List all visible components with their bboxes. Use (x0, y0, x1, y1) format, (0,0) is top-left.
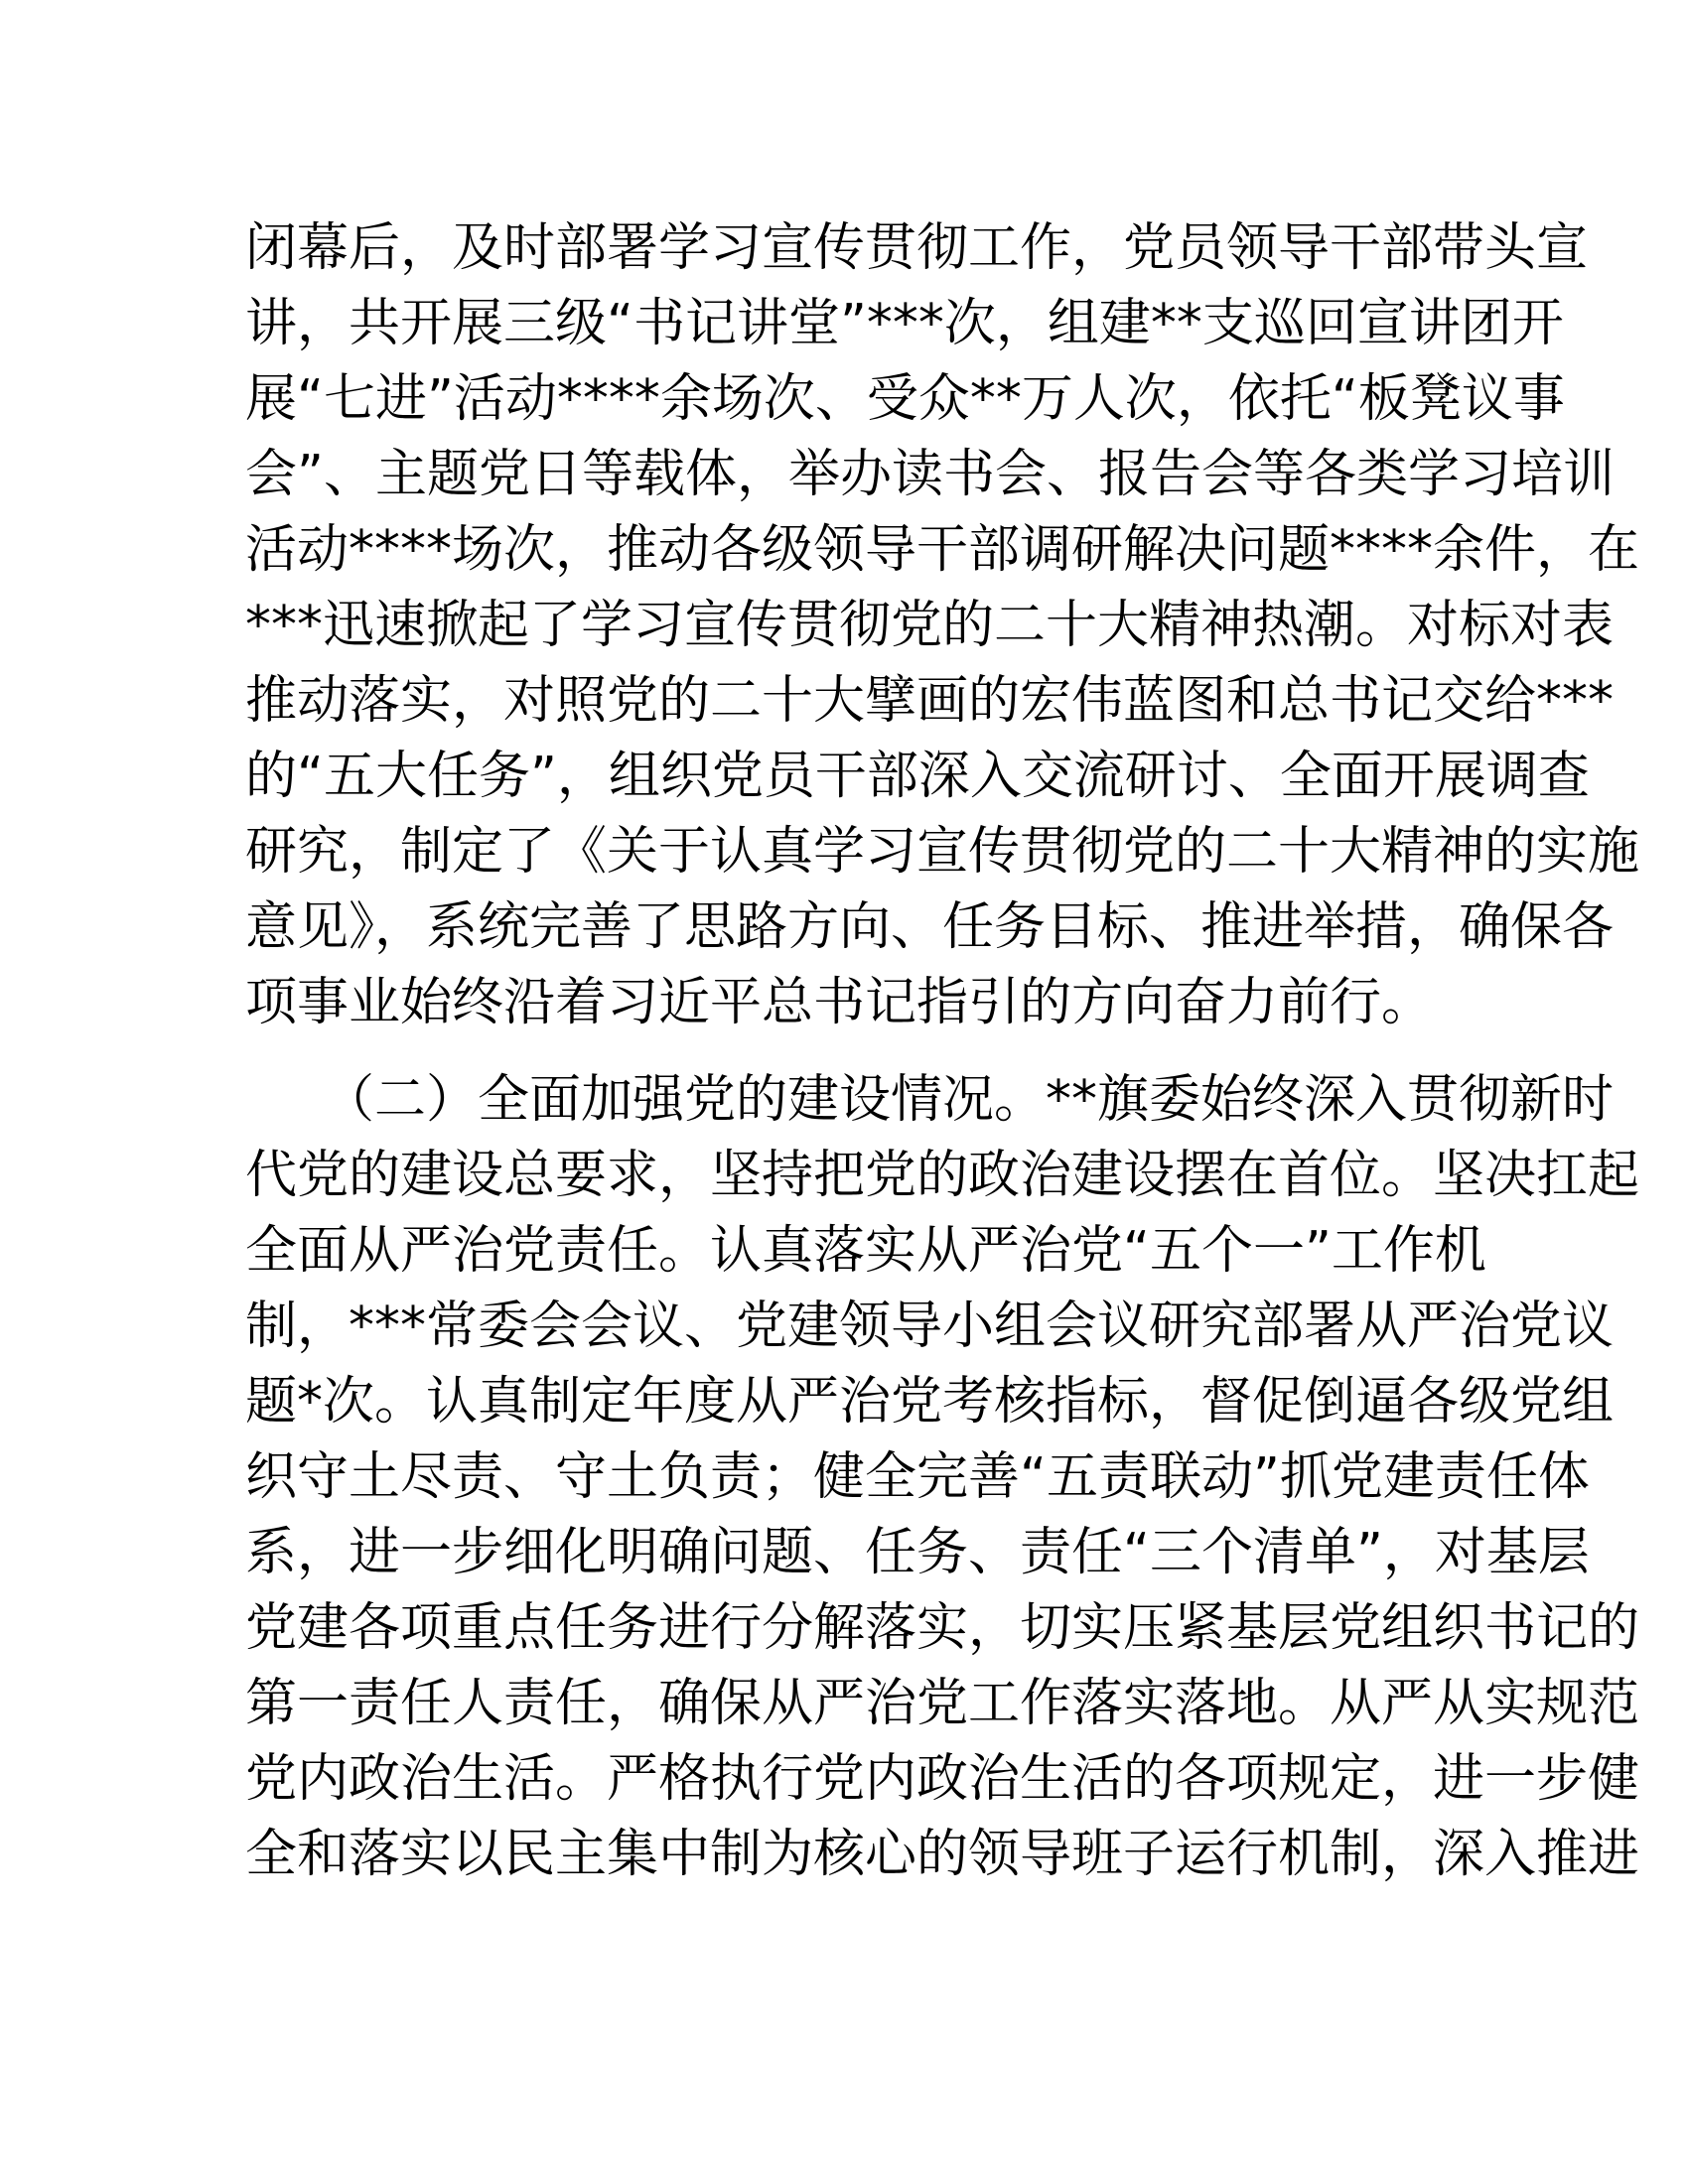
text-line: 会”、主题党日等载体，举办读书会、报告会等各类学习培训 (245, 445, 1615, 504)
text-line: 织守土尽责、守土负责；健全完善“五责联动”抓党建责任体 (245, 1447, 1590, 1507)
text-line: 党内政治生活。严格执行党内政治生活的各项规定，进一步健 (245, 1749, 1640, 1809)
text-line: ***迅速掀起了学习宣传贯彻党的二十大精神热潮。对标对表 (245, 596, 1615, 655)
text-line: 第一责任人责任，确保从严治党工作落实落地。从严从实规范 (245, 1674, 1640, 1733)
text-line: 全和落实以民主集中制为核心的领导班子运行机制，深入推进 (245, 1825, 1640, 1884)
paragraph-study-implementation (245, 210, 1640, 1040)
text-line: 展“七进”活动****余场次、受众**万人次，依托“板凳议事 (245, 369, 1565, 429)
text-line: 项事业始终沿着习近平总书记指引的方向奋力前行。 (245, 973, 1434, 1032)
paragraph-party-building (245, 1062, 1640, 1892)
text-line: 党建各项重点任务进行分解落实，切实压紧基层党组织书记的 (245, 1598, 1640, 1658)
text-line: 系，进一步细化明确问题、任务、责任“三个清单”，对基层 (245, 1523, 1590, 1582)
text-line: 代党的建设总要求，坚持把党的政治建设摆在首位。坚决扛起 (245, 1146, 1640, 1205)
text-line: 制，***常委会会议、党建领导小组会议研究部署从严治党议 (245, 1297, 1615, 1356)
text-line: 研究，制定了《关于认真学习宣传贯彻党的二十大精神的实施 (245, 822, 1640, 882)
text-line: 推动落实，对照党的二十大擘画的宏伟蓝图和总书记交给*** (245, 671, 1615, 731)
text-line: 闭幕后，及时部署学习宣传贯彻工作，党员领导干部带头宣 (245, 218, 1589, 278)
text-line: 的“五大任务”，组织党员干部深入交流研讨、全面开展调查 (245, 747, 1590, 806)
text-line: 活动****场次，推动各级领导干部调研解决问题****余件，在 (245, 520, 1640, 580)
text-line: 意见》，系统完善了思路方向、任务目标、推进举措，确保各 (245, 897, 1615, 957)
text-line: 题*次。认真制定年度从严治党考核指标，督促倒逼各级党组 (245, 1372, 1615, 1432)
text-line: （二）全面加强党的建设情况。**旗委始终深入贯彻新时 (245, 1070, 1615, 1130)
text-line: 讲，共开展三级“书记讲堂”***次，组建**支巡回宣讲团开 (245, 294, 1564, 353)
text-line: 全面从严治党责任。认真落实从严治党“五个一”工作机 (245, 1221, 1486, 1281)
